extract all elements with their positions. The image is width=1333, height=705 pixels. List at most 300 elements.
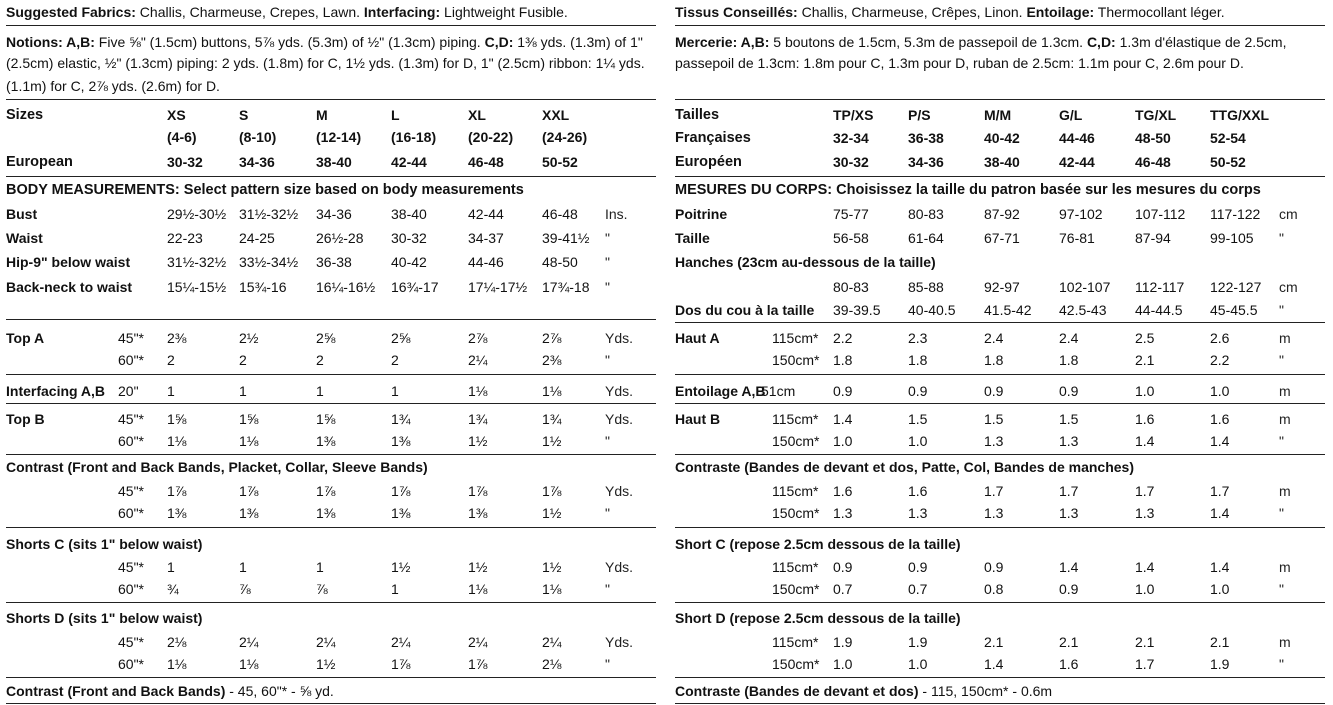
cell-value: 1.0 — [908, 433, 928, 449]
cell-value: 2⅞ — [542, 330, 562, 346]
measurement-label: Dos du cou à la taille — [675, 302, 815, 318]
cell-value: 1.4 — [1210, 433, 1230, 449]
cell-value: 1.3 — [1059, 505, 1079, 521]
unit-label: " — [605, 505, 610, 521]
cell-value: 31½-32½ — [239, 206, 299, 222]
cell-value: TTG/XXL — [1210, 107, 1270, 123]
cell-value: 1 — [316, 383, 324, 399]
cell-value: 1.0 — [1135, 383, 1155, 399]
cell-value: (4-6) — [167, 129, 197, 145]
unit-label: " — [1279, 581, 1284, 597]
cell-value: 2 — [391, 352, 399, 368]
cell-value: 99-105 — [1210, 230, 1254, 246]
cell-value: 1.4 — [833, 411, 853, 427]
cell-value: 0.9 — [908, 383, 928, 399]
section-label: Top A — [6, 330, 45, 346]
fabric-width: 45"* — [118, 634, 144, 650]
cell-value: (8-10) — [239, 129, 277, 145]
cell-value: (12-14) — [316, 129, 362, 145]
fabric-width: 150cm* — [772, 656, 820, 672]
notions-line-2: (2.5cm) elastic, ½" (1.3cm) piping: 2 yds. (1.8m) for C, 1½ yds. (1.3m) for D, 1" (2.5cm) ribbon: 1¼ yds. — [6, 55, 645, 71]
cell-value: 16¼-16½ — [316, 279, 376, 295]
measurement-label: Hanches (23cm au-dessous de la taille) — [675, 254, 936, 270]
notions-label: Notions: A,B: — [6, 34, 95, 50]
cell-value: 1.9 — [1210, 656, 1230, 672]
unit-label: " — [1279, 230, 1284, 246]
divider-line — [6, 602, 656, 603]
cell-value: 34-36 — [239, 154, 275, 170]
cell-value: 30-32 — [167, 154, 203, 170]
cell-value: 1.0 — [1135, 581, 1155, 597]
cell-value: 1 — [167, 559, 175, 575]
section-label: Entoilage A,B — [675, 383, 766, 399]
cell-value: 61-64 — [908, 230, 944, 246]
cell-value: 34-36 — [316, 206, 352, 222]
cell-value: 1½ — [542, 505, 562, 521]
cell-value: 39-41½ — [542, 230, 590, 246]
cell-value: 2.6 — [1210, 330, 1230, 346]
cell-value: 1⅞ — [167, 483, 187, 499]
cell-value: 17¾-18 — [542, 279, 590, 295]
cell-value: 1⅜ — [391, 505, 411, 521]
cell-value: 1⅝ — [239, 411, 259, 427]
contrast-bands-label: Contraste (Bandes de devant et dos) — [675, 683, 919, 699]
cell-value: XXL — [542, 107, 570, 123]
contrast-bands-text: - 45, 60"* - ⅝ yd. — [225, 683, 334, 699]
contrast-bands-text: - 115, 150cm* - 0.6m — [918, 683, 1053, 699]
cell-value: 76-81 — [1059, 230, 1095, 246]
cell-value: 1.9 — [833, 634, 853, 650]
fabric-width: 150cm* — [772, 352, 820, 368]
cell-value: 26½-28 — [316, 230, 364, 246]
cell-value: 1⅜ — [316, 505, 336, 521]
divider-line — [675, 25, 1325, 26]
cell-value: 1.8 — [908, 352, 928, 368]
cell-value: 2.4 — [1059, 330, 1079, 346]
cell-value: 2⅝ — [391, 330, 411, 346]
cell-value: XS — [167, 107, 186, 123]
divider-line — [675, 527, 1325, 528]
cell-value: 1⅛ — [542, 383, 562, 399]
unit-label: " — [605, 230, 610, 246]
interfacing-text: Lightweight Fusible. — [440, 4, 568, 20]
cell-value: 1.3 — [1059, 433, 1079, 449]
cell-value: 112-117 — [1135, 279, 1185, 295]
cell-value: 2⅞ — [468, 330, 488, 346]
cell-value: 2.1 — [1135, 352, 1155, 368]
cell-value: 16¾-17 — [391, 279, 439, 295]
cell-value: 1.4 — [984, 656, 1004, 672]
notions-text: Five ⅝" (1.5cm) buttons, 5⅞ yds. (5.3m) of ½" (1.3cm) piping. — [94, 34, 485, 50]
cell-value: 1⅜ — [468, 505, 488, 521]
fabric-width: 60"* — [118, 505, 144, 521]
unit-label: Yds. — [605, 330, 634, 346]
cell-value: 1⅛ — [239, 656, 259, 672]
unit-label: " — [605, 433, 610, 449]
cell-value: 2⅛ — [167, 634, 187, 650]
cell-value: 1.8 — [1059, 352, 1079, 368]
fabric-width: 51cm — [761, 383, 796, 399]
divider-line — [675, 374, 1325, 375]
cell-value: 2.2 — [833, 330, 853, 346]
unit-label: Yds. — [605, 411, 634, 427]
european-label: European — [6, 154, 73, 170]
divider-line — [675, 454, 1325, 455]
fabric-width: 115cm* — [772, 411, 819, 427]
cell-value: (20-22) — [468, 129, 514, 145]
fabrics-text: Challis, Charmeuse, Crepes, Lawn. — [135, 4, 364, 20]
cell-value: 46-48 — [468, 154, 504, 170]
unit-label: " — [1279, 302, 1284, 318]
divider-line — [675, 677, 1325, 678]
cell-value: 2¼ — [239, 634, 259, 650]
divider-line — [6, 703, 656, 704]
cell-value: 80-83 — [833, 279, 869, 295]
fabric-width: 115cm* — [772, 559, 819, 575]
cell-value: 22-23 — [167, 230, 203, 246]
unit-label: cm — [1279, 279, 1298, 295]
fabric-width: 115cm* — [772, 634, 819, 650]
section-label: Haut A — [675, 330, 720, 346]
notions-label: Mercerie: A,B: — [675, 34, 770, 50]
cell-value: 0.8 — [984, 581, 1004, 597]
cell-value: 1.6 — [1059, 656, 1079, 672]
cell-value: 107-112 — [1135, 206, 1186, 222]
fabric-width: 150cm* — [772, 505, 820, 521]
fabric-width: 45"* — [118, 559, 144, 575]
sizes-label: Tailles — [675, 107, 720, 123]
section-label: Haut B — [675, 411, 721, 427]
cell-value: 34-37 — [468, 230, 504, 246]
cell-value: 1.3 — [984, 505, 1004, 521]
cell-value: 1⅞ — [239, 483, 259, 499]
unit-label: " — [605, 352, 610, 368]
cell-value: 2¼ — [468, 634, 488, 650]
cell-value: 1 — [167, 383, 175, 399]
notions-cd-label: C,D: — [484, 34, 514, 50]
cell-value: TG/XL — [1135, 107, 1177, 123]
cell-value: 2⅜ — [542, 352, 562, 368]
cell-value: 1⅜ — [239, 505, 259, 521]
cell-value: 1½ — [391, 559, 411, 575]
cell-value: 2.1 — [1135, 634, 1155, 650]
section-label: Contrast (Front and Back Bands, Placket, Collar, Sleeve Bands) — [6, 459, 428, 475]
cell-value: 1.4 — [1135, 559, 1155, 575]
unit-label: " — [1279, 656, 1284, 672]
cell-value: M — [316, 107, 328, 123]
cell-value: 30-32 — [391, 230, 427, 246]
cell-value: 2.1 — [1210, 634, 1230, 650]
francaises-label: Françaises — [675, 130, 751, 146]
fabrics-line — [6, 3, 568, 21]
divider-line — [6, 374, 656, 375]
cell-value: 1⅝ — [316, 411, 336, 427]
cell-value: 0.9 — [1059, 383, 1079, 399]
fabric-width: 60"* — [118, 352, 144, 368]
cell-value: 1 — [316, 559, 324, 575]
cell-value: 40-42 — [391, 254, 427, 270]
cell-value: 38-40 — [984, 154, 1020, 170]
cell-value: 1.4 — [1135, 433, 1155, 449]
cell-value: 2¼ — [542, 634, 562, 650]
cell-value: 1.5 — [984, 411, 1004, 427]
unit-label: m — [1279, 559, 1291, 575]
fabric-width: 20" — [118, 383, 139, 399]
cell-value: 1¾ — [542, 411, 562, 427]
divider-line — [6, 99, 656, 100]
cell-value: 87-92 — [984, 206, 1020, 222]
section-label: Shorts D (sits 1" below waist) — [6, 610, 203, 626]
notions-line-1 — [675, 33, 1287, 51]
cell-value: 38-40 — [391, 206, 427, 222]
cell-value: 75-77 — [833, 206, 869, 222]
cell-value: ⅞ — [316, 581, 328, 597]
cell-value: 1.7 — [1135, 483, 1155, 499]
cell-value: 15¼-15½ — [167, 279, 227, 295]
cell-value: 117-122 — [1210, 206, 1261, 222]
cell-value: 1.6 — [833, 483, 853, 499]
divider-line — [6, 176, 656, 177]
cell-value: 15¾-16 — [239, 279, 287, 295]
body-measurements-header: MESURES DU CORPS: Choisissez la taille du patron basée sur les mesures du corps — [675, 182, 1261, 198]
cell-value: 45-45.5 — [1210, 302, 1258, 318]
cell-value: 0.9 — [984, 383, 1004, 399]
cell-value: 1.0 — [1210, 383, 1230, 399]
cell-value: G/L — [1059, 107, 1083, 123]
fabric-width: 150cm* — [772, 581, 820, 597]
cell-value: 1.8 — [833, 352, 853, 368]
cell-value: 34-36 — [908, 154, 944, 170]
cell-value: 0.9 — [1059, 581, 1079, 597]
fabrics-label: Suggested Fabrics: — [6, 4, 136, 20]
fabric-width: 45"* — [118, 330, 144, 346]
cell-value: 1⅞ — [542, 483, 562, 499]
divider-line — [6, 319, 656, 320]
divider-line — [6, 454, 656, 455]
notions-text: 1⅜ yds. (1.3m) of 1" — [513, 34, 643, 50]
cell-value: 36-38 — [908, 130, 944, 146]
cell-value: 87-94 — [1135, 230, 1171, 246]
cell-value: 80-83 — [908, 206, 944, 222]
interfacing-label: Entoilage: — [1026, 4, 1095, 20]
divider-line — [6, 403, 656, 404]
cell-value: 17¼-17½ — [468, 279, 528, 295]
divider-line — [6, 677, 656, 678]
cell-value: 48-50 — [1135, 130, 1171, 146]
interfacing-text: Thermocollant léger. — [1094, 4, 1225, 20]
fabrics-line — [675, 3, 1225, 21]
cell-value: (24-26) — [542, 129, 588, 145]
cell-value: 1¾ — [391, 411, 411, 427]
divider-line — [675, 602, 1325, 603]
cell-value: 1 — [239, 559, 247, 575]
unit-label: " — [605, 254, 610, 270]
unit-label: Ins. — [605, 206, 628, 222]
cell-value: 1½ — [468, 433, 488, 449]
cell-value: 1⅛ — [167, 433, 187, 449]
section-label: Shorts C (sits 1" below waist) — [6, 536, 203, 552]
notions-line-2: passepoil de 1.3cm: 1.8m pour C, 1.3m pour D, ruban de 2.5cm: 1.1m pour C, 2.6m pour D. — [675, 55, 1244, 71]
section-label: Short C (repose 2.5cm dessous de la taille) — [675, 536, 961, 552]
cell-value: 2⅛ — [542, 656, 562, 672]
unit-label: " — [1279, 505, 1284, 521]
cell-value: 2¼ — [391, 634, 411, 650]
cell-value: 2.1 — [1059, 634, 1079, 650]
cell-value: S — [239, 107, 249, 123]
cell-value: 2.2 — [1210, 352, 1230, 368]
cell-value: 42-44 — [468, 206, 504, 222]
cell-value: 1.3 — [1135, 505, 1155, 521]
divider-line — [675, 322, 1325, 323]
notions-text: 1.3m d'élastique de 2.5cm, — [1115, 34, 1287, 50]
cell-value: 1 — [391, 383, 399, 399]
cell-value: 36-38 — [316, 254, 352, 270]
cell-value: 1½ — [316, 656, 336, 672]
measurement-label: Hip-9" below waist — [6, 254, 131, 270]
cell-value: 1⅜ — [316, 433, 336, 449]
cell-value: 46-48 — [1135, 154, 1171, 170]
cell-value: P/S — [908, 107, 931, 123]
cell-value: 2.5 — [1135, 330, 1155, 346]
unit-label: m — [1279, 330, 1291, 346]
cell-value: 0.9 — [833, 383, 853, 399]
unit-label: m — [1279, 411, 1291, 427]
unit-label: " — [1279, 433, 1284, 449]
cell-value: 1.5 — [908, 411, 928, 427]
cell-value: 0.9 — [984, 559, 1004, 575]
fabric-width: 150cm* — [772, 433, 820, 449]
measurement-label: Waist — [6, 230, 43, 246]
cell-value: 30-32 — [833, 154, 869, 170]
cell-value: 1.0 — [833, 656, 853, 672]
cell-value: 1⅛ — [468, 581, 488, 597]
cell-value: 41.5-42 — [984, 302, 1032, 318]
unit-label: Yds. — [605, 559, 634, 575]
cell-value: 56-58 — [833, 230, 869, 246]
cell-value: 1½ — [542, 559, 562, 575]
cell-value: 2⅝ — [316, 330, 336, 346]
cell-value: 2⅜ — [167, 330, 187, 346]
cell-value: 0.9 — [908, 559, 928, 575]
divider-line — [675, 703, 1325, 704]
cell-value: 1⅛ — [167, 656, 187, 672]
cell-value: ¾ — [167, 581, 179, 597]
cell-value: 29½-30½ — [167, 206, 227, 222]
cell-value: 1⅛ — [468, 383, 488, 399]
unit-label: Yds. — [605, 634, 634, 650]
cell-value: 2 — [316, 352, 324, 368]
sizes-label: Sizes — [6, 107, 44, 123]
notions-line-3: (1.1m) for C, 2⅞ yds. (2.6m) for D. — [6, 78, 220, 94]
cell-value: XL — [468, 107, 486, 123]
cell-value: 1.4 — [1210, 559, 1230, 575]
cell-value: 1.5 — [1059, 411, 1079, 427]
cell-value: 42-44 — [391, 154, 427, 170]
fabric-width: 60"* — [118, 581, 144, 597]
cell-value: 122-127 — [1210, 279, 1262, 295]
body-measurements-header: BODY MEASUREMENTS: Select pattern size based on body measurements — [6, 182, 524, 198]
cell-value: 40-40.5 — [908, 302, 956, 318]
fabric-width: 60"* — [118, 656, 144, 672]
cell-value: 1.7 — [1059, 483, 1079, 499]
cell-value: 1⅞ — [316, 483, 336, 499]
measurement-label: Poitrine — [675, 206, 728, 222]
cell-value: 44-44.5 — [1135, 302, 1183, 318]
cell-value: 92-97 — [984, 279, 1020, 295]
unit-label: " — [605, 581, 610, 597]
divider-line — [675, 176, 1325, 177]
notions-line-1 — [6, 33, 643, 51]
cell-value: 1.6 — [908, 483, 928, 499]
cell-value: 1.0 — [908, 656, 928, 672]
cell-value: 31½-32½ — [167, 254, 227, 270]
divider-line — [675, 99, 1325, 100]
cell-value: 40-42 — [984, 130, 1020, 146]
measurement-label: Taille — [675, 230, 710, 246]
cell-value: 1.6 — [1210, 411, 1230, 427]
notions-cd-label: C,D: — [1086, 34, 1116, 50]
cell-value: 44-46 — [1059, 130, 1095, 146]
cell-value: L — [391, 107, 400, 123]
cell-value: M/M — [984, 107, 1012, 123]
cell-value: 50-52 — [1210, 154, 1246, 170]
measurement-label: Bust — [6, 206, 38, 222]
cell-value: 1½ — [542, 433, 562, 449]
cell-value: 0.7 — [833, 581, 853, 597]
cell-value: 1.3 — [833, 505, 853, 521]
cell-value: 1 — [391, 581, 399, 597]
cell-value: ⅞ — [239, 581, 251, 597]
cell-value: 42-44 — [1059, 154, 1095, 170]
cell-value: 2¼ — [468, 352, 488, 368]
section-label: Short D (repose 2.5cm dessous de la taille) — [675, 610, 961, 626]
cell-value: 39-39.5 — [833, 302, 881, 318]
measurement-label: Back-neck to waist — [6, 279, 133, 295]
fabrics-text: Challis, Charmeuse, Crêpes, Linon. — [797, 4, 1027, 20]
fabric-width: 60"* — [118, 433, 144, 449]
cell-value: 1½ — [468, 559, 488, 575]
cell-value: 1.7 — [1210, 483, 1230, 499]
cell-value: 44-46 — [468, 254, 504, 270]
cell-value: 38-40 — [316, 154, 352, 170]
unit-label: " — [605, 279, 610, 295]
cell-value: 2 — [167, 352, 175, 368]
cell-value: 1.0 — [833, 433, 853, 449]
cell-value: 1.4 — [1210, 505, 1230, 521]
cell-value: 2.1 — [984, 634, 1004, 650]
contrast-bands-label: Contrast (Front and Back Bands) — [6, 683, 226, 699]
cell-value: 1 — [239, 383, 247, 399]
cell-value: 48-50 — [542, 254, 578, 270]
cell-value: 1¾ — [468, 411, 488, 427]
cell-value: 1.9 — [908, 634, 928, 650]
fabric-width: 45"* — [118, 483, 144, 499]
european-label: Européen — [675, 154, 742, 170]
cell-value: 2.4 — [984, 330, 1004, 346]
cell-value: TP/XS — [833, 107, 874, 123]
cell-value: 102-107 — [1059, 279, 1111, 295]
cell-value: 2½ — [239, 330, 259, 346]
cell-value: 1.3 — [908, 505, 928, 521]
divider-line — [6, 25, 656, 26]
cell-value: 1⅝ — [167, 411, 187, 427]
cell-value: 1.8 — [984, 352, 1004, 368]
cell-value: 1⅜ — [391, 433, 411, 449]
section-label: Top B — [6, 411, 45, 427]
cell-value: 32-34 — [833, 130, 869, 146]
cell-value: 1.7 — [1135, 656, 1155, 672]
cell-value: 0.7 — [908, 581, 928, 597]
